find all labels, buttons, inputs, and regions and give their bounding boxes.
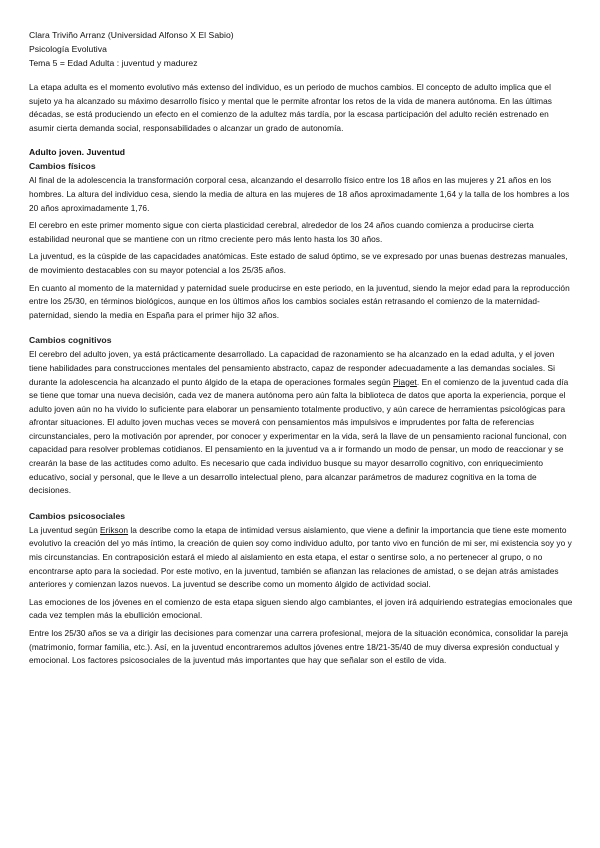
- intro-paragraph: La etapa adulta es el momento evolutivo más extenso del individuo, es un periodo de muchos cambios. El concepto de adulto implica que el sujeto ya ha alcanzado su máximo desarrollo físico y mental que le permite afrontar los retos de la vida de manera autónoma. En las últimas décadas, se está produciendo un efecto en el comienzo de la adultez más tardía, por la escasa participación del adulto recién estrenado en asumir cierta demanda social, responsabilidades o alcanzar un grado de autonomía.: [29, 82, 553, 133]
- document-header: [29, 28, 573, 70]
- paragraph: Las emociones de los jóvenes en el comienzo de esta etapa siguen siendo algo cambiantes, el joven irá adquiriendo estrategias emocionales que cada vez templen más la ebullición emocional.: [29, 596, 573, 621]
- piaget-link[interactable]: Piaget: [393, 376, 417, 387]
- paragraph: [29, 524, 573, 592]
- paragraph: La juventud, es la cúspide de las capacidades anatómicas. Este estado de salud óptimo, se ve expresado por unas buenas destrezas manuales, de movimiento destacables con su mayor potencial a los 25/35 años.: [29, 251, 568, 275]
- subsection-title-psicosociales: Cambios psicosociales: [29, 510, 126, 521]
- section-title: Adulto joven. Juventud: [29, 147, 126, 158]
- paragraph: En cuanto al momento de la maternidad y paternidad suele producirse en este periodo, en la juventud, siendo la mejor edad para la reproducción entre los 25/30, en términos biológicos, aunque en los últimos años los cambios sociales están retrasando el comienzo de la maternidad-paternidad, siendo la media en España para el primer hijo 32 años.: [29, 282, 570, 320]
- author-line: Clara Triviño Arranz (Universidad Alfonso X El Sabio): [29, 30, 234, 40]
- paragraph: Al final de la adolescencia la transformación corporal cesa, alcanzando el desarrollo físico entre los 18 años en las mujeres y 21 años en los hombres. La altura del individuo cesa, siendo la media de altura en las mujeres de 18 años aproximadamente 1,64 y la talla de los hombres a los 20 años aproximadamente 1,76.: [29, 175, 570, 213]
- subject-line: Psicología Evolutiva: [29, 44, 107, 54]
- paragraph: El cerebro en este primer momento sigue con cierta plasticidad cerebral, alrededor de los 24 años cuando comienza a producirse cierta estabilidad neuronal que se mantiene con un ritmo creciente pero más lento hasta los 30 años.: [29, 220, 534, 244]
- text-run: La juventud según: [29, 524, 101, 535]
- subsection-title-fisicos: Cambios físicos: [29, 161, 96, 172]
- document-page: [29, 28, 573, 672]
- text-run: la describe como la etapa de intimidad versus aislamiento, que viene a definir la importancia que tiene este momento evolutivo la creación del yo más íntimo, la creación de quien soy como individuo adulto, por tanto vivo en función de mi ser, mi existencia soy yo y mis circunstancias. En contraposición estará el miedo al aislamiento en esta etapa, el estar o sentirse solo, a no pertenecer al grupo, o no encontrarse apto para la sociedad. Por este motivo, en la juventud, también se afianzan las relaciones de amistad, o se dejan atrás amistades anteriores y comienzan lazos nuevos. La juventud se describe como un momento álgido de actividad social.: [29, 524, 572, 590]
- paragraph: [29, 348, 573, 498]
- paragraph: Entre los 25/30 años se va a dirigir las decisiones para comenzar una carrera profesional, mejora de la situación económica, consolidar la pareja (matrimonio, formar familia, etc.). Así, en la juventud encontraremos adultos jóvenes entre 18/21-35/40 de muy diversa expresión conductual y emocional. Los factores psicosociales de la juventud más importantes que hay que señalar son el estilo de vida.: [29, 628, 568, 666]
- text-run: . En el comienzo de la juventud cada día se tiene que tomar una nueva decisión, cada vez de manera autónoma pero aún falta la biblioteca de datos que aporta la experiencia, porque el adulto joven aún no ha vivido lo suficiente para elaborar un pensamiento totalmente productivo, y aún carece de herramientas psicológicas para afrontar situaciones. El adulto joven muchas veces se moverá con pensamientos más impulsivos e imprudentes por falta de referencias circunstanciales, pero la motivación por aprender, por conocer y experimentar en la vida, será la llave de un pensamiento racional funcional, con capacidad para resolver problemas cotidianos. El pensamiento en la juventud va a ir formando un modo de pensar, un modo de reaccionar y se crearán la base de las actitudes como adulto. Es necesario que cada individuo busque su mayor desarrollo cognitivo, con enriquecimiento educativo, social y personal, que le lleve a un desarrollo intelectual pleno, para alcanzar parámetros de madurez cognitiva en la toma de decisiones.: [29, 376, 569, 496]
- erikson-link[interactable]: Erikson: [100, 524, 129, 535]
- text-run: El cerebro del adulto joven, ya está prácticamente desarrollado. La capacidad de razonamiento se ha alcanzado en la edad adulta, y el joven tiene habilidades para construcciones mentales del pensamiento abstracto, capaz de responder adecuadamente a las demandas sociales. Si durante la adolescencia ha alcanzado el punto álgido de la etapa de operaciones formales según: [29, 349, 556, 387]
- subsection-title-cognitivos: Cambios cognitivos: [29, 335, 112, 346]
- topic-line: Tema 5 = Edad Adulta : juventud y madurez: [29, 58, 198, 68]
